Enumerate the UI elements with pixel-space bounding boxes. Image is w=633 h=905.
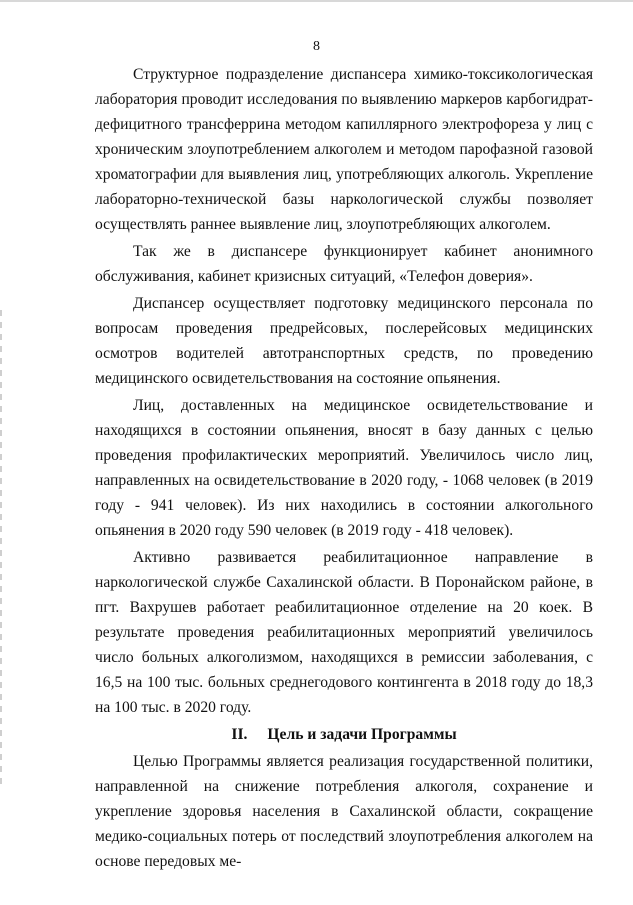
document-body [95,62,593,876]
paragraph-anonymous-office: Так же в диспансере функционирует кабинет анонимного обслуживания, кабинет кризисных ситуаций, «Телефон доверия». [95,243,593,285]
paragraph-examination-stats: Лиц, доставленных на медицинское освидетельствование и находящихся в состоянии опьянения, вносят в базу данных с целью проведения профилактических мероприятий. Увеличилось число лиц, направленных на освидетельствование в 2020 году, - 1068 человек (в 2019 году - 941 человек). Из них находились в состоянии алкогольного опьянения в 2020 году 590 человек (в 2019 году - 418 человек). [95,397,593,539]
paragraph-laboratory: Структурное подразделение диспансера химико-токсикологическая лаборатория проводит исследования по выявлению маркеров карбогидрат-дефицитного трансферрина методом капиллярного электрофореза у лиц с хроническим злоупотреблением алкоголем и методом парофазной газовой хроматографии для выявления лиц, употребляющих алкоголь. Укрепление лабораторно-технической базы наркологической службы позволяет осуществлять раннее выявление лиц, злоупотребляющих алкоголем. [95,66,593,233]
paragraph-staff-training: Диспансер осуществляет подготовку медицинского персонала по вопросам проведения предрейсовых, послерейсовых медицинских осмотров водителей автотранспортных средств, по проведению медицинского освидетельствования на состояние опьянения. [95,295,593,387]
scan-left-edge [0,310,2,790]
section-heading [95,722,593,747]
paragraph-program-goal: Целью Программы является реализация государственной политики, направленной на снижение потребления алкоголя, сохранение и укрепление здоровья населения в Сахалинской области, сокращение медико-социальных потерь от последствий злоупотребления алкоголем на основе передовых ме- [95,753,593,870]
page-number: 8 [313,39,320,54]
paragraph-rehabilitation: Активно развивается реабилитационное направление в наркологической службе Сахалинской области. В Поронайском районе, в пгт. Вахрушев работает реабилитационное отделение на 20 коек. В результате проведения реабилитационных мероприятий увеличилось число больных алкоголизмом, находящихся в ремиссии заболевания, с 16,5 на 100 тыс. больных среднегодового контингента в 2018 году до 18,3 на 100 тыс. в 2020 году. [95,549,593,716]
section-number: II. [231,726,248,743]
scan-top-edge [0,0,633,2]
section-title: Цель и задачи Программы [267,726,457,743]
